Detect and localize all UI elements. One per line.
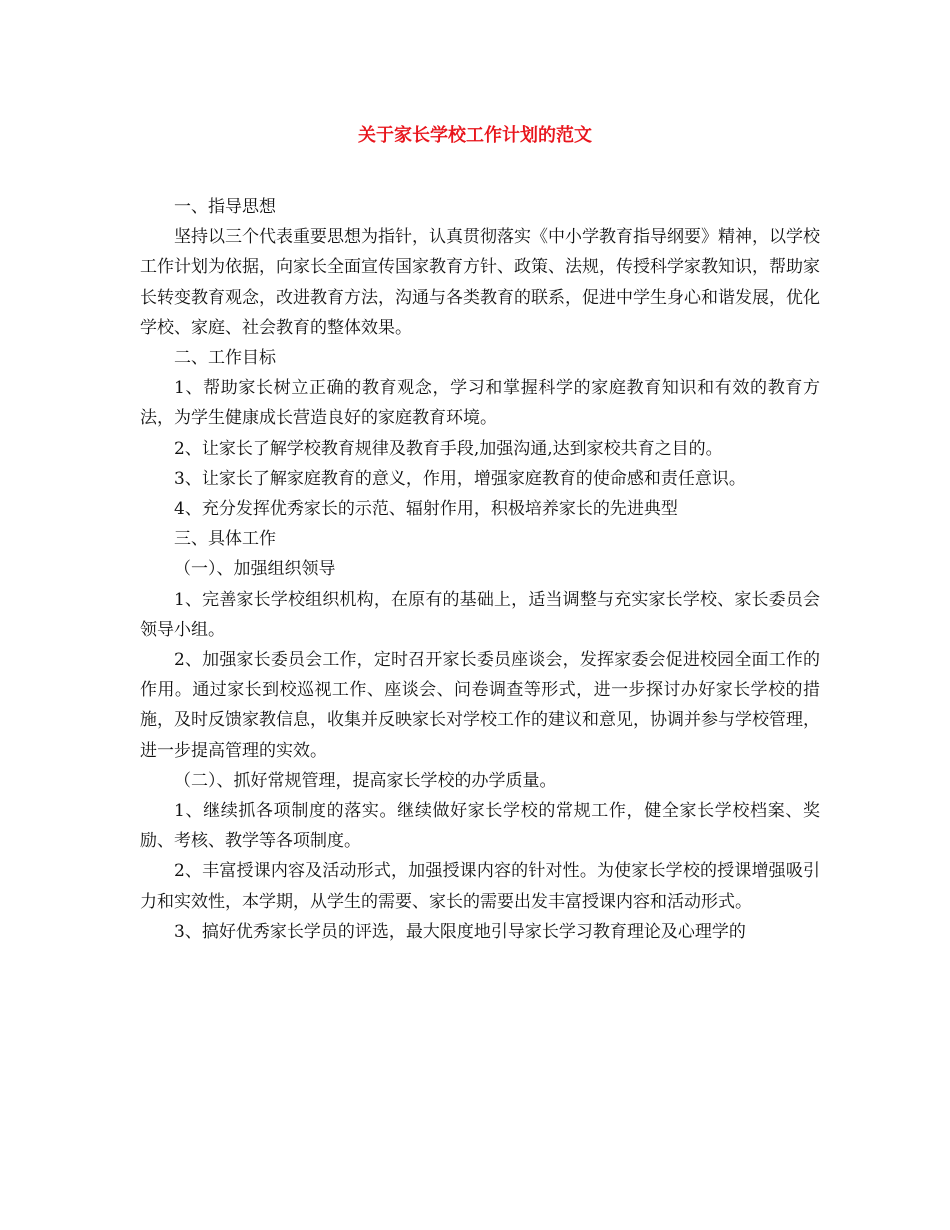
heading-guiding-ideology: 一、指导思想 [174, 197, 276, 217]
paragraph: 2、加强家长委员会工作，定时召开家长委员座谈会，发挥家委会促进校园全面工作的作用。通过家长到校巡视工作、座谈会、问卷调查等形式，进一步探讨办好家长学校的措施，及时反馈家教信息，收集并反映家长对学校工作的建议和意见，协调并参与学校管理，进一步提高管理的实效。 [140, 650, 820, 761]
paragraph: 1、继续抓各项制度的落实。继续做好家长学校的常规工作，健全家长学校档案、奖励、考核、教学等各项制度。 [140, 801, 820, 852]
paragraph: 4、充分发挥优秀家长的示范、辐射作用，积极培养家长的先进典型 [174, 499, 678, 520]
paragraph: 3、搞好优秀家长学员的评选，最大限度地引导家长学习教育理论及心理学的 [174, 921, 746, 942]
document-body [140, 192, 820, 947]
paragraph: 坚持以三个代表重要思想为指针，认真贯彻落实《中小学教育指导纲要》精神，以学校工作计划为依据，向家长全面宣传国家教育方针、政策、法规，传授科学家教知识，帮助家长转变教育观念，改进教育方法，沟通与各类教育的联系，促进中学生身心和谐发展，优化学校、家庭、社会教育的整体效果。 [140, 227, 820, 338]
heading-work-goals: 二、工作目标 [174, 348, 276, 369]
paragraph: 2、丰富授课内容及活动形式，加强授课内容的针对性。为使家长学校的授课增强吸引力和实效性，本学期，从学生的需要、家长的需要出发丰富授课内容和活动形式。 [140, 861, 820, 912]
subheading: （一）、加强组织领导 [174, 559, 336, 580]
paragraph: 2、让家长了解学校教育规律及教育手段,加强沟通,达到家校共育之目的。 [174, 438, 723, 459]
paragraph: 3、让家长了解家庭教育的意义，作用，增强家庭教育的使命感和责任意识。 [174, 468, 746, 489]
subheading: （二）、抓好常规管理，提高家长学校的办学质量。 [174, 770, 557, 791]
heading-specific-work: 三、具体工作 [174, 529, 276, 550]
paragraph: 1、帮助家长树立正确的教育观念，学习和掌握科学的家庭教育知识和有效的教育方法，为学生健康成长营造良好的家庭教育环境。 [140, 378, 820, 429]
paragraph: 1、完善家长学校组织机构，在原有的基础上，适当调整与充实家长学校、家长委员会领导小组。 [140, 589, 820, 640]
document-title: 关于家长学校工作计划的范文 [358, 125, 592, 146]
